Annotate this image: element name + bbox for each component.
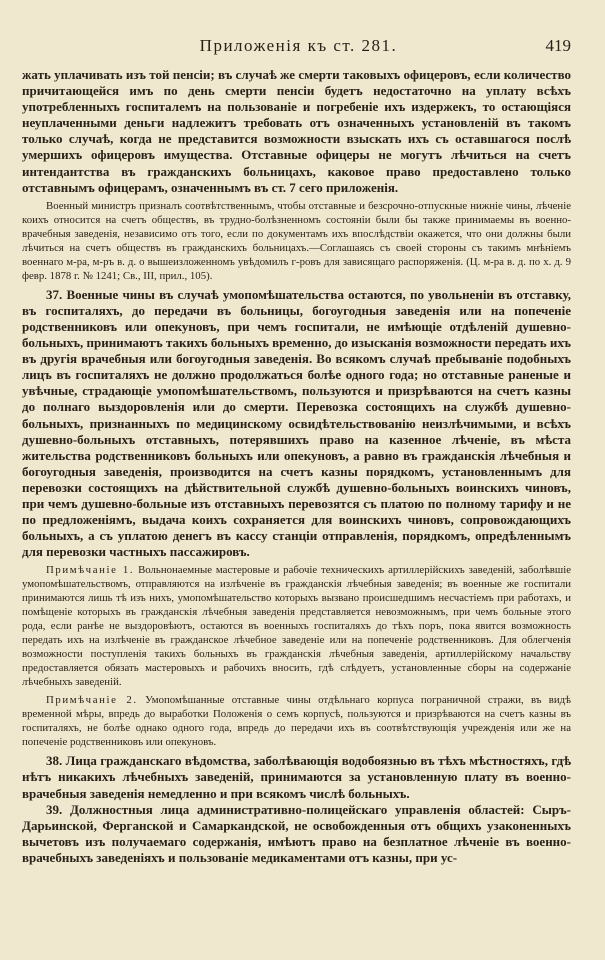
article-37 xyxy=(22,287,571,561)
page-number: 419 xyxy=(545,36,571,55)
running-header xyxy=(26,36,571,54)
article-text: Должностныя лица административно-полицейскаго управленія областей: Сыръ-Дарьинской, Ферганской и Самаркандской, не освобожденныя отъ общихъ узаконенныхъ вычетовъ изъ получаемаго содержанія, имѣютъ право на безплатное лѣченіе въ военно-врачебныхъ заведеніяхъ и пользованіе медикаментами отъ казны, при ус- xyxy=(22,801,571,865)
footnote-paragraph: Военный министръ призналъ соотвѣтственнымъ, чтобы отставные и безсрочно-отпускные нижніе чины, лѣченіе коихъ относится на счетъ обществъ, въ трудно-болѣзненномъ состояніи были бы также принимаемы въ военно-врачебныя заведенія, независимо отъ того, если по документамъ ихъ впослѣдствіи окажется, что они должны были лѣчиться на счетъ обществъ въ гражданскихъ больницахъ.—Соглашаясь съ своей стороны съ такимъ мнѣніемъ военнаго м-ра, м-ръ в. д. о вышеизложенномъ увѣдомилъ г-ровъ для зависящаго распоряженія. (Ц. м-ра в. д. по х. д. 9 февр. 1878 г. № 1241; Св., III, прил., 105). xyxy=(22,199,571,282)
note-1 xyxy=(22,563,571,689)
article-38 xyxy=(22,753,571,801)
article-text: Лица гражданскаго вѣдомства, заболѣвающія водобоязнью въ тѣхъ мѣстностяхъ, гдѣ нѣтъ никакихъ лѣчебныхъ заведеній, принимаются за установленную плату въ военно-врачебныя заведенія немедленно и при всякомъ числѣ больныхъ. xyxy=(22,753,572,801)
header-title: Приложенія къ ст. 281. xyxy=(199,36,398,55)
note-2 xyxy=(22,693,571,749)
note-label: Примѣчаніе 2. xyxy=(46,694,138,707)
article-number: 39. xyxy=(46,801,63,817)
article-39 xyxy=(22,802,571,866)
paragraph-continuation: жать уплачивать изъ той пенсіи; въ случаѣ же смерти таковыхъ офицеровъ, если количество причитающейся имъ по день смерти пенсіи будетъ недостаточно на уплату всѣхъ употребленныхъ госпиталемъ на пользованіе и погребеніе ихъ издержекъ, то остающіяся неуплаченными деньги надлежитъ требовать отъ означенныхъ установленій въ такомъ только случаѣ, когда не представится возможности взыскать ихъ съ оставшагося послѣ умершихъ офицеровъ имущества. Отставные офицеры не могутъ лѣчиться на счетъ интендантства въ гражданскихъ больницахъ, каковое право предоставлено только отставнымъ офицерамъ, означеннымъ въ ст. 7 сего приложенія. xyxy=(22,67,571,195)
article-number: 38. xyxy=(46,753,63,769)
page-body xyxy=(22,67,571,866)
article-number: 37. xyxy=(46,286,63,302)
article-text: Военные чины въ случаѣ умопомѣшательства остаются, по увольненіи въ отставку, въ госпиталяхъ, до передачи въ больницы, богоугодныя заведенія или на попеченіе родственниковъ или опекуновъ, при чемъ госпитали, не имѣющіе отдѣленій душевно-больныхъ, принимаютъ такихъ больныхъ временно, до изысканія возможности передать ихъ въ другія врачебныя или богоугодныя заведенія. Во всякомъ случаѣ пребываніе подобныхъ лицъ въ госпиталяхъ не должно продолжаться болѣе одного года; но отставные раненые и увѣчные, страдающіе умопомѣшательствомъ, пользуются и призрѣваются на счетъ казны до полнаго выздоровленія или до смерти. Перевозка состоящихъ на службѣ душевно-больныхъ, признанныхъ по медицинскому освидѣтельствованію неизлѣчимыми, и всѣхъ душевно-больныхъ отставныхъ, потерявшихъ право на казенное лѣченіе, въ мѣста жительства родственниковъ больныхъ или опекуновъ, а равно въ гражданскія лѣчебныя и богоугодныя заведенія, производится на счетъ казны порядкомъ, установленнымъ для перевозки состоящихъ на дѣйствительной службѣ душевно-больныхъ воинскихъ чиновъ, при чемъ душевно-больные изъ отставныхъ перевозятся съ платою по полному тарифу и не по предложеніямъ, выдача коихъ сохраняется для воинскихъ чиновъ, сопровождающихъ больныхъ, а съ уплатою денегъ въ кассу станціи отправленія, порядкомъ, опредѣленнымъ для перевозки частныхъ пассажировъ. xyxy=(22,286,572,560)
note-text: Умопомѣшанные отставные чины отдѣльнаго корпуса пограничной стражи, въ видѣ временной мѣры, впредь до выработки Положенія о семъ корпусѣ, пользуются и призрѣваются на счетъ казны въ госпиталяхъ, не болѣе однако одного года, впредь до передачи ихъ въ соотвѣтствующія учрежденія или же на попеченіе родственниковъ или опекуновъ. xyxy=(22,694,572,749)
note-label: Примѣчаніе 1. xyxy=(46,564,135,577)
note-text: Вольнонаемные мастеровые и рабочіе техническихъ артиллерійскихъ заведеній, заболѣвшіе умопомѣшательствомъ, отправляются на излѣченіе въ гражданскія лѣчебныя заведенія; въ военные же госпитали принимаются лишь тѣ изъ нихъ, умопомѣшательство которыхъ вызвано происшедшимъ несчастіемъ при работахъ, и помѣщеніе которыхъ въ гражданскія лѣчебныя заведенія представляется невозможнымъ, при чемъ больные этого рода, если ранѣе не выздоровѣютъ, остаются въ военныхъ госпиталяхъ до тѣхъ поръ, пока явится возможность передать ихъ на излѣченіе въ гражданское лѣчебное заведеніе или на попеченіе родственниковъ. Для облегченія возможности поступленія такихъ больныхъ въ гражданскія лѣчебныя заведенія, артиллерійскому начальству предоставляется обязать мастеровыхъ и рабочихъ вносить, гдѣ слѣдуетъ, установленные сборы на содержаніе лѣчебныхъ заведеній. xyxy=(22,564,572,689)
